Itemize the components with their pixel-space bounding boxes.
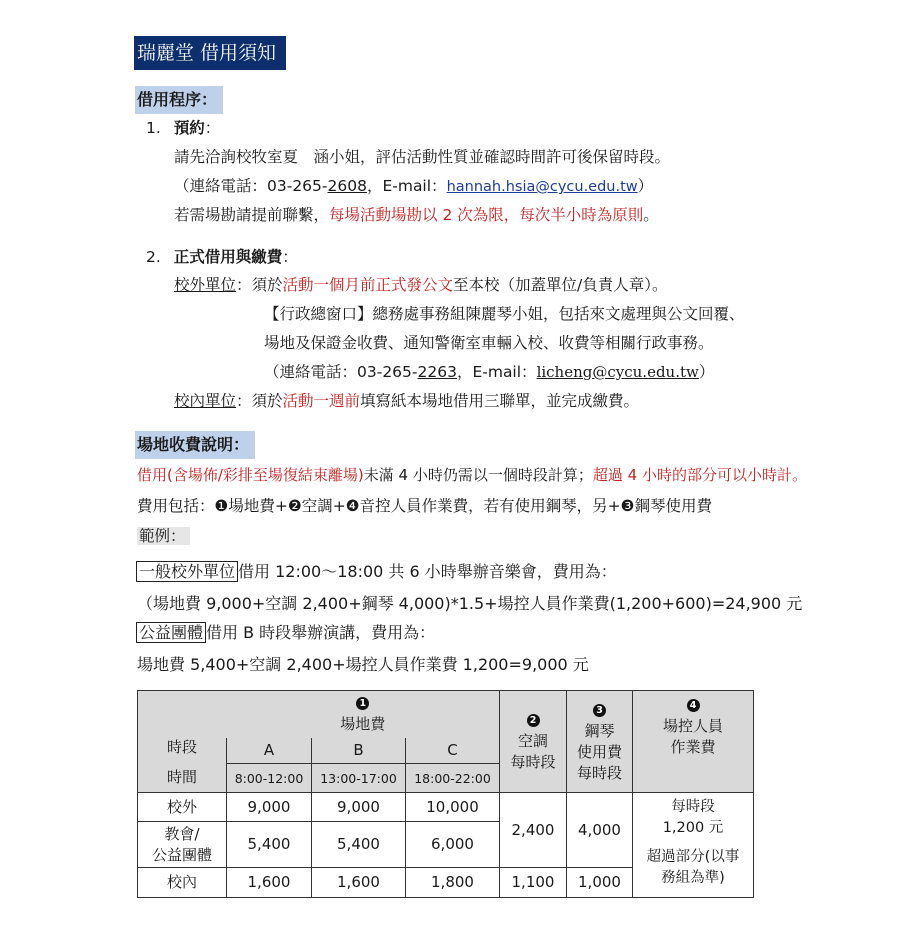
fee-rule-red-1: 借用(含場佈/彩排至場復結束離場) (137, 466, 364, 484)
office-email-label: ，E-mail： (456, 363, 537, 381)
time-b: 13:00-17:00 (312, 764, 406, 793)
table-row (138, 793, 754, 822)
ac-header (500, 691, 567, 793)
office-line-3 (264, 361, 714, 383)
slot-a: A (227, 738, 312, 764)
external-suffix: 至本校（加蓋單位/負責人章）。 (453, 276, 668, 294)
slot-b: B (312, 738, 406, 764)
item-2-heading (146, 246, 298, 268)
staff-note-line-3: 超過部分(以事務組為準) (646, 849, 740, 886)
example-label-wrap (137, 525, 190, 547)
example-label: 範例： (137, 527, 190, 545)
example-1-text: 借用 12:00～18:00 共 6 小時舉辦音樂會，費用為： (238, 562, 617, 581)
row-label-church: 教會/ 公益團體 (138, 822, 227, 868)
item-1-survey-rule: 每場活動場勘以 2 次為限，每次半小時為原則 (329, 206, 644, 224)
fee-rule (137, 464, 807, 486)
example-2-badge: 公益團體 (136, 622, 206, 643)
internal-deadline: 活動一週前 (282, 392, 361, 410)
item-1-colon: ： (204, 119, 221, 137)
external-prefix: ：須於 (236, 276, 283, 294)
item-2-title: 正式借用與繳費 (173, 248, 283, 266)
example-1 (136, 561, 617, 583)
section-heading-procedure: 借用程序： (135, 86, 223, 114)
item-1-survey-suffix: 。 (643, 206, 659, 224)
row-internal-c: 1,800 (406, 868, 500, 898)
staff-fee-note (633, 793, 754, 898)
item-2-internal (174, 390, 639, 412)
ac-internal-value: 1,100 (500, 868, 567, 898)
external-deadline: 活動一個月前正式發公文 (282, 276, 454, 294)
piano-header-line-3: 每時段 (576, 763, 622, 782)
row-church-c: 6,000 (406, 822, 500, 868)
circled-number-1: 1 (356, 697, 369, 710)
row-church-b: 5,400 (312, 822, 406, 868)
item-1-extension: 2608 (327, 177, 367, 195)
example-2 (136, 622, 435, 644)
time-a: 8:00-12:00 (227, 764, 312, 793)
circled-number-4: 4 (687, 699, 700, 712)
venue-fee-header (227, 691, 500, 738)
office-contact-prefix: （連絡電話：03-265- (264, 363, 418, 381)
row-church-a: 5,400 (227, 822, 312, 868)
circled-number-2: 2 (527, 714, 540, 727)
office-extension: 2263 (417, 363, 457, 381)
office-contact-suffix: ） (698, 363, 715, 381)
item-2-number: 2. (146, 248, 161, 266)
row-label-external: 校外 (138, 793, 227, 822)
item-1-title: 預約 (173, 119, 205, 137)
example-2-calc: 場地費 5,400+空調 2,400+場控人員作業費 1,200=9,000 元 (137, 655, 589, 674)
staff-note-line-1: 每時段 (671, 799, 715, 815)
item-1-contact-prefix: （連絡電話：03-265- (174, 177, 328, 195)
circled-number-3: 3 (593, 704, 606, 717)
fee-table (137, 690, 754, 898)
item-1-survey-prefix: 若需場勘請提前聯繫， (174, 206, 330, 224)
item-1-line-3 (174, 204, 659, 226)
office-line-1: 【行政總窗口】總務處事務組陳麗琴小姐，包括來文處理與公文回覆、 (264, 305, 745, 323)
ac-shared-value: 2,400 (500, 793, 567, 868)
piano-internal-value: 1,000 (567, 868, 633, 898)
piano-header-line-2: 使用費 (576, 742, 622, 761)
row-external-a: 9,000 (227, 793, 312, 822)
internal-suffix: 填寫紙本場地借用三聯單，並完成繳費。 (360, 392, 640, 410)
item-2-external (174, 274, 668, 296)
item-1-email-label: ，E-mail： (366, 177, 447, 195)
row-internal-a: 1,600 (227, 868, 312, 898)
item-1-email-link[interactable]: hannah.hsia@cycu.edu.tw (446, 179, 638, 195)
row-label-internal: 校內 (138, 868, 227, 898)
item-1-contact-suffix: ） (637, 177, 654, 195)
period-time-header (138, 737, 227, 793)
time-c: 18:00-22:00 (406, 764, 500, 793)
internal-unit-label: 校內單位 (174, 392, 237, 410)
staff-header-line-1: 場控人員 (662, 717, 723, 735)
ac-header-line-2: 每時段 (510, 753, 556, 771)
row-internal-b: 1,600 (312, 868, 406, 898)
time-label: 時間 (166, 768, 197, 787)
piano-header-line-1: 鋼琴 (584, 721, 615, 740)
venue-fee-label: 場地費 (340, 715, 386, 734)
example-1-calc: （場地費 9,000+空調 2,400+鋼琴 4,000)*1.5+場控人員作業費(1,200+600)=24,900 元 (137, 594, 803, 613)
staff-header-line-2: 作業費 (670, 738, 716, 756)
page-title: 瑞麗堂 借用須知 (134, 36, 286, 70)
piano-header (567, 691, 633, 793)
item-1-line-2 (174, 175, 653, 198)
office-email-link[interactable]: licheng@cycu.edu.tw (536, 363, 699, 381)
row-external-b: 9,000 (312, 793, 406, 822)
staff-note-line-2: 1,200 元 (662, 820, 724, 836)
internal-prefix: ：須於 (236, 392, 283, 410)
fee-includes-label: 費用包括： (137, 497, 215, 515)
example-1-badge: 一般校外單位 (136, 561, 238, 582)
item-2-colon: ： (282, 248, 298, 266)
piano-shared-value: 4,000 (567, 793, 633, 868)
fee-rule-mid: 未滿 4 小時仍需以一個時段計算； (363, 466, 593, 484)
period-label: 時段 (166, 737, 197, 756)
staff-header (633, 691, 754, 793)
item-1-line-1: 請先洽詢校牧室夏 涵小姐，評估活動性質並確認時間許可後保留時段。 (174, 148, 671, 166)
item-1-number: 1. (146, 119, 161, 137)
external-unit-label: 校外單位 (174, 276, 237, 294)
ac-header-line-1: 空調 (517, 732, 548, 750)
row-external-c: 10,000 (406, 793, 500, 822)
fee-includes (137, 495, 712, 517)
office-line-2: 場地及保證金收費、通知警衛室車輛入校、收費等相關行政事務。 (264, 334, 714, 352)
fee-rule-red-2: 超過 4 小時的部分可以小時計。 (592, 466, 807, 484)
example-2-text: 借用 B 時段舉辦演講，費用為： (206, 623, 436, 642)
fee-includes-items: ❶場地費+❷空調+❹音控人員作業費，若有使用鋼琴，另+❸鋼琴使用費 (214, 497, 713, 515)
section-heading-fees: 場地收費說明： (135, 431, 255, 459)
slot-c: C (406, 738, 500, 764)
item-1-heading (146, 117, 220, 139)
